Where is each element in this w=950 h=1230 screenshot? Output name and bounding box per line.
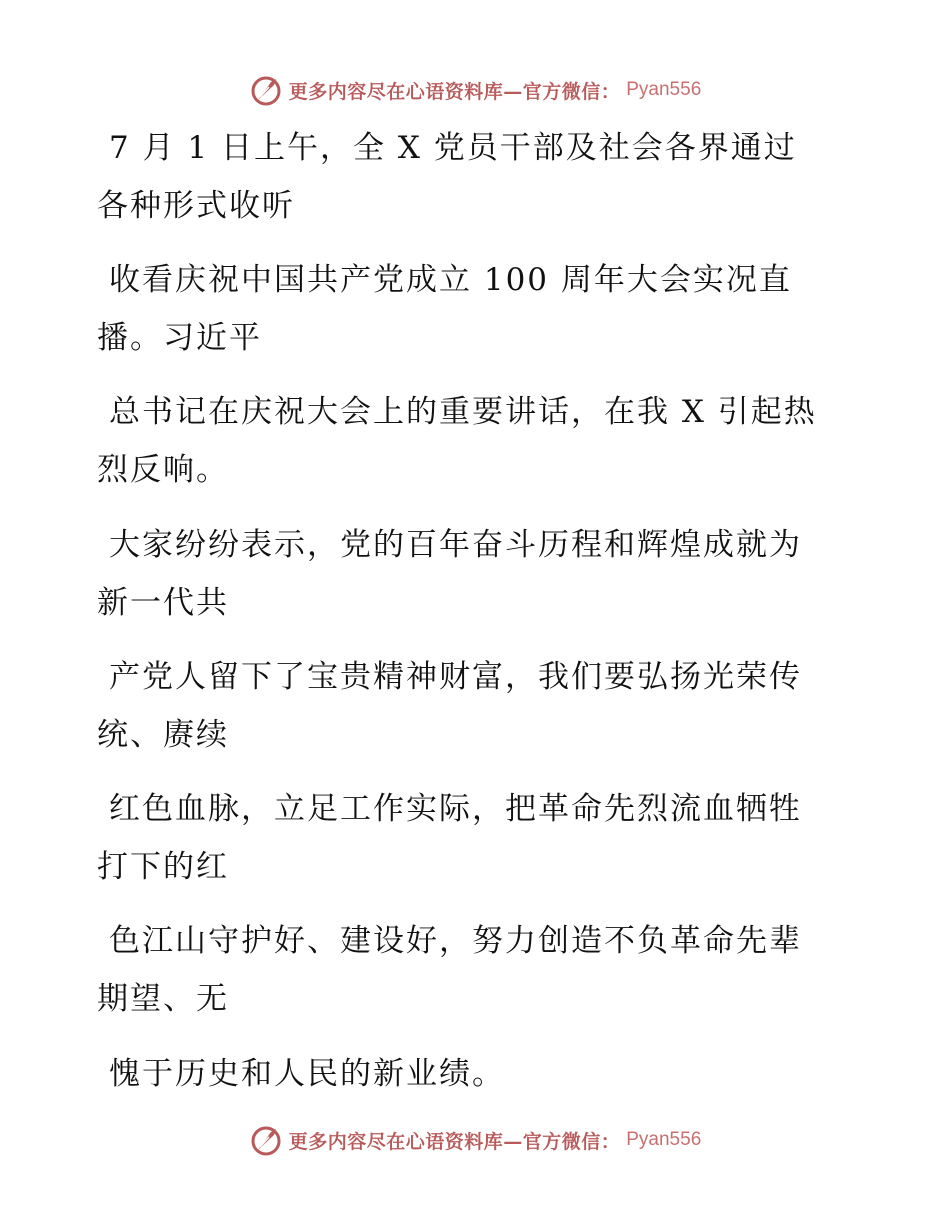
header-watermark <box>0 72 950 108</box>
footer-watermark <box>0 1122 950 1158</box>
paragraph-5 <box>97 648 857 764</box>
paragraph-1 <box>97 119 857 235</box>
paragraph-2 <box>97 251 857 367</box>
paragraph-line: 期望、无 <box>97 981 229 1017</box>
paragraph-6 <box>97 780 857 896</box>
paragraph-line: 产党人留下了宝贵精神财富，我们要弘扬光荣传 <box>109 659 802 695</box>
paragraph-line: 愧于历史和人民的新业绩。 <box>109 1056 505 1092</box>
watermark-text: 更多内容尽在心语资料库—官方微信： <box>288 80 621 103</box>
watermark-wechat-id: Pyan556 <box>626 79 702 100</box>
paragraph-line: 色江山守护好、建设好，努力创造不负革命先辈 <box>109 923 802 959</box>
paragraph-line: 统、赓续 <box>97 717 229 753</box>
quill-pen-logo-icon <box>249 1123 283 1157</box>
paragraph-line: 各种形式收听 <box>97 188 295 224</box>
paragraph-line: 打下的红 <box>97 849 229 885</box>
paragraph-7 <box>97 912 857 1028</box>
paragraph-line: 收看庆祝中国共产党成立 100 周年大会实况直 <box>109 262 792 298</box>
paragraph-line: 烈反响。 <box>97 452 229 488</box>
paragraph-4 <box>97 516 857 632</box>
paragraph-line: 总书记在庆祝大会上的重要讲话，在我 X 引起热 <box>109 394 817 430</box>
paragraph-line: 播。习近平 <box>97 320 262 356</box>
paragraph-8 <box>97 1045 857 1103</box>
paragraph-3 <box>97 383 857 499</box>
paragraph-line: 7 月 1 日上午，全 X 党员干部及社会各界通过 <box>109 130 797 166</box>
quill-pen-logo-icon <box>249 73 283 107</box>
paragraph-line: 红色血脉，立足工作实际，把革命先烈流血牺牲 <box>109 791 802 827</box>
watermark-wechat-id: Pyan556 <box>626 1129 702 1150</box>
watermark-text: 更多内容尽在心语资料库—官方微信： <box>288 1130 621 1153</box>
paragraph-line: 新一代共 <box>97 585 229 621</box>
paragraph-line: 大家纷纷表示，党的百年奋斗历程和辉煌成就为 <box>109 527 802 563</box>
